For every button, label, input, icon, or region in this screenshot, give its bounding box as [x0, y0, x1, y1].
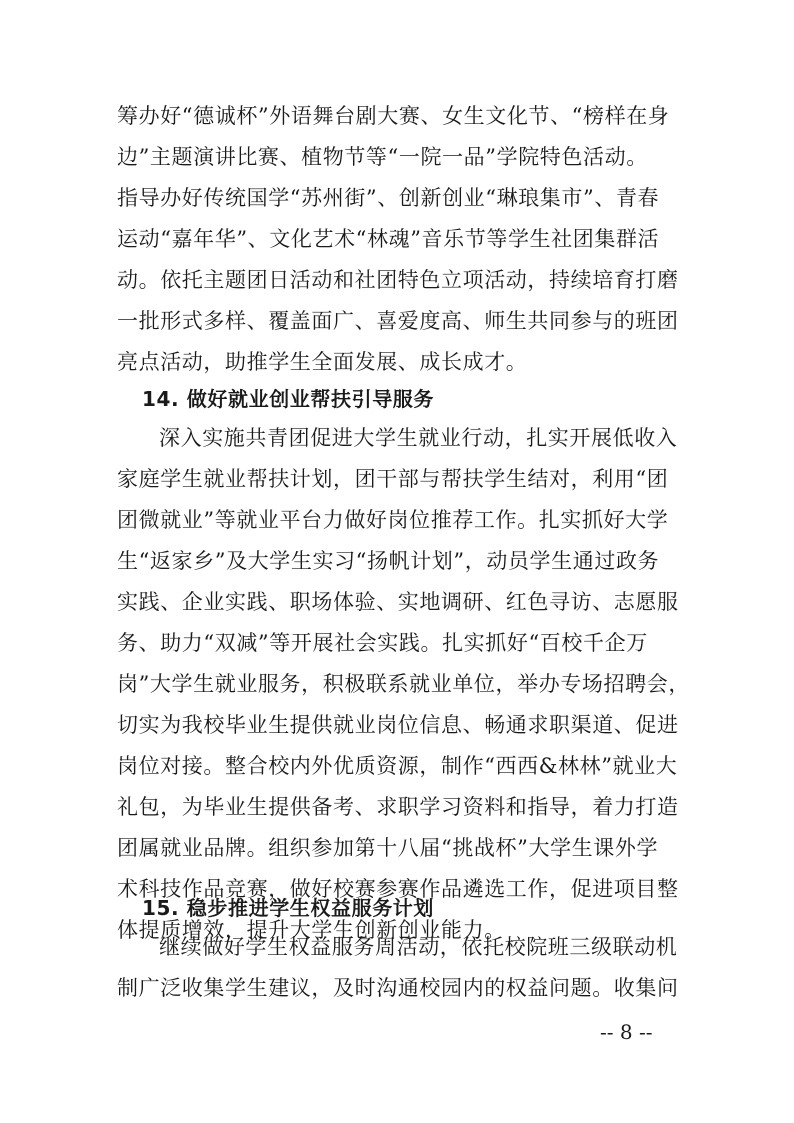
text-line: 运动“嘉年华”、文化艺术“林魂”音乐节等学生社团集群活 [117, 227, 660, 251]
text-line: 制广泛收集学生建议，及时沟通校园内的权益问题。收集问 [117, 976, 679, 1000]
text-line: 实践、企业实践、职场体验、实地调研、红色寻访、志愿服 [117, 590, 679, 614]
text-line: 生“返家乡”及大学生实习“扬帆计划”，动员学生通过政务 [117, 549, 660, 573]
text-line: 切实为我校毕业生提供就业岗位信息、畅通求职渠道、促进 [117, 713, 679, 737]
text-line: 术科技作品竞赛，做好校赛参赛作品遴选工作，促进项目整 [117, 877, 679, 901]
text-line: 动。依托主题团日活动和社团特色立项活动，持续培育打磨 [117, 268, 679, 292]
text-line: 体提质增效，提升大学生创新创业能力。 [117, 918, 506, 942]
page-number: -- 8 -- [600, 1020, 653, 1044]
text-line: 务、助力“双减”等开展社会实践。扎实抓好“百校千企万 [117, 631, 648, 655]
text-line: 岗位对接。整合校内外优质资源，制作“西西&林林”就业大 [117, 754, 678, 778]
text-line: 筹办好“德诚杯”外语舞台剧大赛、女生文化节、“榜样在身 [117, 104, 670, 128]
text-line: 指导办好传统国学“苏州街”、创新创业“琳琅集市”、青春 [117, 186, 660, 210]
text-line: 边”主题演讲比赛、植物节等“一院一品”学院特色活动。 [117, 145, 648, 169]
paragraph-first-line: 深入实施共青团促进大学生就业行动，扎实开展低收入 [159, 426, 678, 450]
text-line: 礼包，为毕业生提供备考、求职学习资料和指导，着力打造 [117, 795, 679, 819]
section-heading: 15. 稳步推进学生权益服务计划 [142, 896, 434, 920]
section-heading: 14. 做好就业创业帮扶引导服务 [142, 387, 434, 411]
text-line: 团属就业品牌。组织参加第十八届“挑战杯”大学生课外学 [117, 836, 659, 860]
text-line: 家庭学生就业帮扶计划，团干部与帮扶学生结对，利用“团 [117, 467, 669, 491]
text-line: 团微就业”等就业平台力做好岗位推荐工作。扎实抓好大学 [117, 508, 669, 532]
text-line: 岗”大学生就业服务，积极联系就业单位，举办专场招聘会， [117, 672, 690, 696]
text-line: 一批形式多样、覆盖面广、喜爱度高、师生共同参与的班团 [117, 309, 679, 333]
paragraph-first-line: 继续做好学生权益服务周活动，依托校院班三级联动机 [159, 935, 678, 959]
text-line: 亮点活动，助推学生全面发展、成长成才。 [117, 350, 528, 374]
